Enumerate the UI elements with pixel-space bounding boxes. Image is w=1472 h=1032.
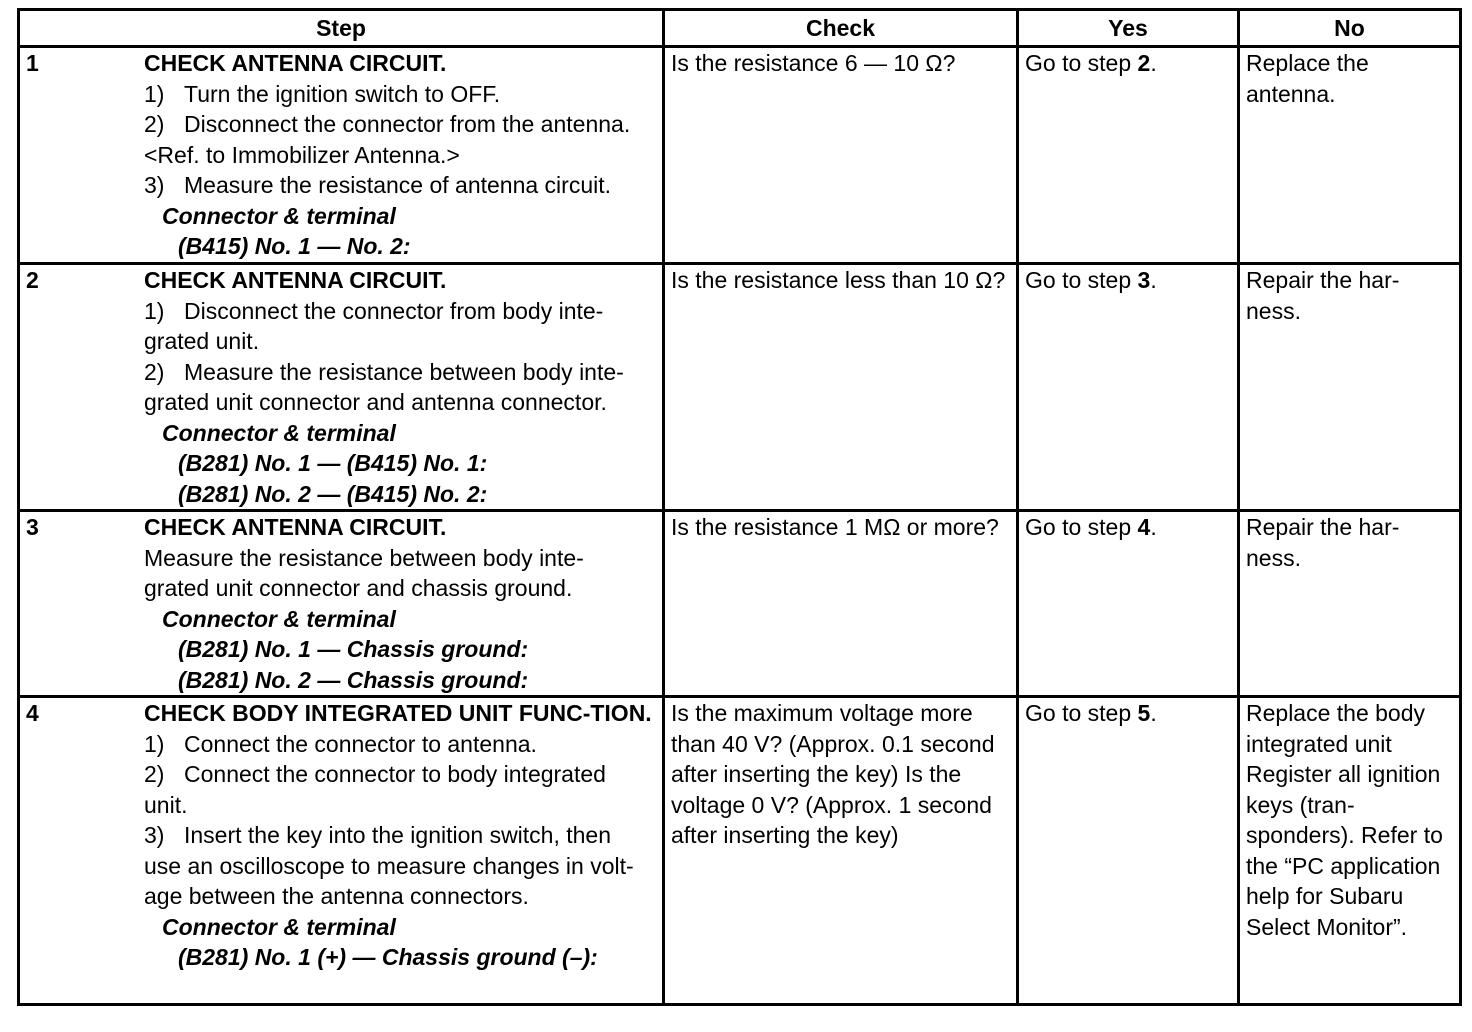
procedure-line: 1) Disconnect the connector from body inte- (144, 297, 604, 324)
step-title: CHECK BODY INTEGRATED UNIT FUNC-TION. (144, 700, 652, 726)
check-cell: Is the resistance 6 — 10 Ω? (664, 47, 1018, 264)
procedure-line: 2) Measure the resistance between body inte- (144, 358, 624, 385)
terminal-spec: (B281) No. 2 — (B415) No. 2: (178, 480, 488, 507)
no-cell: Replace the body integrated unit Register all ignition keys (tran-sponders). Refer to the “PC application help for Subaru Select Monitor”. (1239, 697, 1461, 1005)
procedure-line: grated unit connector and chassis ground. (144, 575, 573, 601)
no-cell: Replace the antenna. (1239, 47, 1461, 264)
procedure-line: Measure the resistance between body inte- (144, 544, 584, 571)
connector-label: Connector & terminal (162, 419, 396, 446)
procedure-line: 2) Connect the connector to body integrated (144, 761, 606, 787)
step-cell (19, 511, 664, 697)
terminal-spec: (B281) No. 1 — Chassis ground: (178, 636, 529, 662)
yes-cell: Go to step 4. (1018, 511, 1239, 697)
procedure-line: use an oscilloscope to measure changes in volt- (144, 852, 634, 879)
step-number: 2 (26, 267, 39, 293)
check-cell: Is the resistance 1 MΩ or more? (664, 511, 1018, 697)
connector-label: Connector & terminal (162, 605, 396, 632)
header-check: Check (664, 10, 1018, 47)
step-cell (19, 264, 664, 511)
terminal-spec: (B281) No. 2 — Chassis ground: (178, 666, 529, 693)
step-cell (19, 47, 664, 264)
table-row (19, 697, 1461, 1005)
yes-cell: Go to step 5. (1018, 697, 1239, 1005)
step-title: CHECK ANTENNA CIRCUIT. (144, 50, 447, 76)
terminal-spec: (B281) No. 1 (+) — Chassis ground (–): (178, 944, 598, 970)
table-row (19, 47, 1461, 264)
step-number: 1 (26, 50, 39, 76)
connector-label: Connector & terminal (162, 202, 396, 229)
connector-label: Connector & terminal (162, 913, 396, 940)
table-row (19, 264, 1461, 511)
procedure-line: age between the antenna connectors. (144, 883, 529, 909)
step-cell (19, 697, 664, 1005)
header-step: Step (19, 10, 664, 47)
procedure-line: grated unit connector and antenna connector. (144, 389, 607, 415)
yes-cell: Go to step 3. (1018, 264, 1239, 511)
procedure-line: 1) Connect the connector to antenna. (144, 730, 537, 757)
diagnostic-table (17, 8, 1462, 1006)
terminal-spec: (B281) No. 1 — (B415) No. 1: (178, 450, 488, 476)
yes-cell: Go to step 2. (1018, 47, 1239, 264)
procedure-line: 1) Turn the ignition switch to OFF. (144, 80, 501, 107)
step-number: 4 (26, 700, 39, 726)
procedure-line: unit. (144, 791, 188, 818)
procedure-line: grated unit. (144, 328, 260, 354)
step-title: CHECK ANTENNA CIRCUIT. (144, 267, 447, 293)
no-cell: Repair the har-ness. (1239, 511, 1461, 697)
header-row (19, 10, 1461, 47)
check-cell: Is the resistance less than 10 Ω? (664, 264, 1018, 511)
step-number: 3 (26, 514, 39, 540)
check-cell: Is the maximum voltage more than 40 V? (Approx. 0.1 second after inserting the key) Is the voltage 0 V? (Approx. 1 second after inserting the key) (664, 697, 1018, 1005)
step-title: CHECK ANTENNA CIRCUIT. (144, 514, 447, 540)
no-cell: Repair the har-ness. (1239, 264, 1461, 511)
table-row (19, 511, 1461, 697)
header-no: No (1239, 10, 1461, 47)
terminal-spec: (B415) No. 1 — No. 2: (178, 233, 411, 259)
procedure-line: <Ref. to Immobilizer Antenna.> (144, 141, 460, 168)
procedure-line: 3) Measure the resistance of antenna circuit. (144, 172, 612, 198)
procedure-line: 2) Disconnect the connector from the antenna. (144, 111, 631, 137)
header-yes: Yes (1018, 10, 1239, 47)
procedure-line: 3) Insert the key into the ignition switch, then (144, 822, 612, 848)
